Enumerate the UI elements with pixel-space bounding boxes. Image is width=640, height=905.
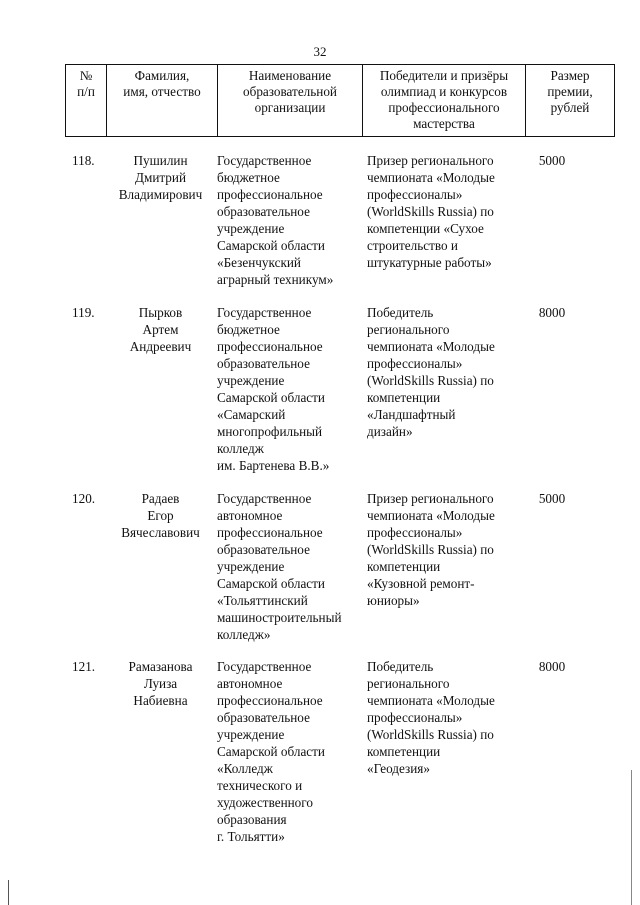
- achievement-line: (WorldSkills Russia) по: [367, 727, 494, 742]
- row-number: 119.: [72, 305, 95, 320]
- row-name: [108, 490, 213, 541]
- row-number: 120.: [72, 491, 96, 506]
- org-line: «Тольяттинский: [217, 593, 308, 608]
- org-line: бюджетное: [217, 322, 280, 337]
- name-line: Андреевич: [129, 339, 192, 354]
- achievement-line: дизайн»: [367, 424, 413, 439]
- org-line: машиностроительный: [217, 610, 342, 625]
- header-col-organization: [218, 65, 363, 137]
- header-text: п/п: [77, 84, 95, 99]
- org-line: Государственное: [217, 153, 312, 168]
- org-line: профессиональное: [217, 339, 323, 354]
- achievement-line: юниоры»: [367, 593, 420, 608]
- row-number: 121.: [72, 659, 96, 674]
- org-line: Самарской области: [217, 390, 325, 405]
- org-line: «Безенчукский: [217, 255, 301, 270]
- org-line: образовательное: [217, 204, 310, 219]
- achievement-line: профессионалы»: [367, 356, 463, 371]
- header-text: премии,: [547, 84, 593, 99]
- org-line: художественного: [217, 795, 313, 810]
- name-line: Пушилин: [133, 153, 188, 168]
- name-line: Дмитрий: [134, 170, 187, 185]
- org-line: образовательное: [217, 542, 310, 557]
- row-achievement: [367, 490, 519, 609]
- header-text: Наименование: [248, 68, 332, 83]
- achievement-line: компетенции: [367, 744, 441, 759]
- org-line: Государственное: [217, 305, 312, 320]
- org-line: аграрный техникум»: [217, 272, 334, 287]
- achievement-line: чемпионата «Молодые: [367, 508, 495, 523]
- org-line: учреждение: [217, 373, 285, 388]
- name-line: Луиза: [143, 676, 178, 691]
- achievement-line: компетенции: [367, 559, 441, 574]
- table-header: [65, 64, 615, 137]
- header-text: имя, отчество: [123, 84, 201, 99]
- org-line: автономное: [217, 508, 283, 523]
- header-col-prize: [526, 65, 615, 137]
- header-text: образовательной: [243, 84, 337, 99]
- header-text: рублей: [550, 100, 590, 115]
- row-number: 118.: [72, 153, 95, 168]
- row-organization: [217, 490, 362, 643]
- achievement-line: чемпионата «Молодые: [367, 693, 495, 708]
- header-col-achievement: [363, 65, 526, 137]
- achievement-line: регионального: [367, 676, 450, 691]
- achievement-line: штукатурные работы»: [367, 255, 492, 270]
- achievement-line: профессионалы»: [367, 187, 463, 202]
- row-name: [108, 152, 213, 203]
- achievement-line: строительство и: [367, 238, 458, 253]
- row-achievement: [367, 304, 519, 440]
- row-achievement: [367, 152, 519, 271]
- header-text: организации: [254, 100, 326, 115]
- achievement-line: Победитель: [367, 659, 434, 674]
- achievement-line: чемпионата «Молодые: [367, 339, 495, 354]
- achievement-line: профессионалы»: [367, 525, 463, 540]
- org-line: образования: [217, 812, 287, 827]
- header-text: Размер: [550, 68, 590, 83]
- org-line: «Колледж: [217, 761, 273, 776]
- name-line: Набиевна: [133, 693, 188, 708]
- row-organization: [217, 658, 362, 845]
- name-line: Артем: [142, 322, 179, 337]
- org-line: колледж: [217, 441, 264, 456]
- org-line: Самарской области: [217, 238, 325, 253]
- name-line: Пырков: [138, 305, 183, 320]
- achievement-line: «Кузовной ремонт-: [367, 576, 475, 591]
- header-text: Фамилия,: [134, 68, 190, 83]
- org-line: профессиональное: [217, 693, 323, 708]
- header-col-number: [66, 65, 107, 137]
- header-text: профессионального: [388, 100, 500, 115]
- achievement-line: регионального: [367, 322, 450, 337]
- org-line: колледж»: [217, 627, 271, 642]
- org-line: учреждение: [217, 727, 285, 742]
- achievement-line: профессионалы»: [367, 710, 463, 725]
- achievement-line: (WorldSkills Russia) по: [367, 542, 494, 557]
- achievement-line: компетенции «Сухое: [367, 221, 484, 236]
- name-line: Владимирович: [118, 187, 203, 202]
- achievement-line: (WorldSkills Russia) по: [367, 204, 494, 219]
- name-line: Вячеславович: [121, 525, 200, 540]
- row-prize: 8000: [538, 305, 566, 320]
- scan-edge-mark: [631, 770, 632, 905]
- org-line: автономное: [217, 676, 283, 691]
- org-line: многопрофильный: [217, 424, 323, 439]
- header-text: №: [79, 68, 93, 83]
- org-line: профессиональное: [217, 525, 323, 540]
- org-line: Государственное: [217, 659, 312, 674]
- header-text: мастерства: [413, 116, 475, 131]
- achievement-line: чемпионата «Молодые: [367, 170, 495, 185]
- achievement-line: Призер регионального: [367, 491, 494, 506]
- name-line: Радаев: [141, 491, 180, 506]
- row-achievement: [367, 658, 519, 777]
- org-line: профессиональное: [217, 187, 323, 202]
- name-line: Рамазанова: [128, 659, 193, 674]
- org-line: Самарской области: [217, 576, 325, 591]
- org-line: «Самарский: [217, 407, 286, 422]
- achievement-line: (WorldSkills Russia) по: [367, 373, 494, 388]
- header-text: олимпиад и конкурсов: [380, 84, 508, 99]
- org-line: образовательное: [217, 710, 310, 725]
- page-number: 32: [313, 44, 327, 59]
- org-line: Самарской области: [217, 744, 325, 759]
- org-line: учреждение: [217, 559, 285, 574]
- header-col-name: [107, 65, 218, 137]
- org-line: образовательное: [217, 356, 310, 371]
- row-prize: 5000: [538, 153, 566, 168]
- org-line: г. Тольятти»: [217, 829, 285, 844]
- achievement-line: компетенции: [367, 390, 441, 405]
- org-line: технического и: [217, 778, 303, 793]
- row-prize: 5000: [538, 491, 566, 506]
- row-organization: [217, 304, 362, 474]
- achievement-line: Призер регионального: [367, 153, 494, 168]
- row-name: [108, 658, 213, 709]
- org-line: им. Бартенева В.В.»: [217, 458, 330, 473]
- header-text: Победители и призёры: [379, 68, 509, 83]
- achievement-line: «Ландшафтный: [367, 407, 456, 422]
- achievement-line: Победитель: [367, 305, 434, 320]
- row-organization: [217, 152, 362, 288]
- name-line: Егор: [147, 508, 174, 523]
- org-line: бюджетное: [217, 170, 280, 185]
- org-line: учреждение: [217, 221, 285, 236]
- row-prize: 8000: [538, 659, 566, 674]
- scan-edge-mark: [8, 880, 9, 905]
- row-name: [108, 304, 213, 355]
- achievement-line: «Геодезия»: [367, 761, 430, 776]
- org-line: Государственное: [217, 491, 312, 506]
